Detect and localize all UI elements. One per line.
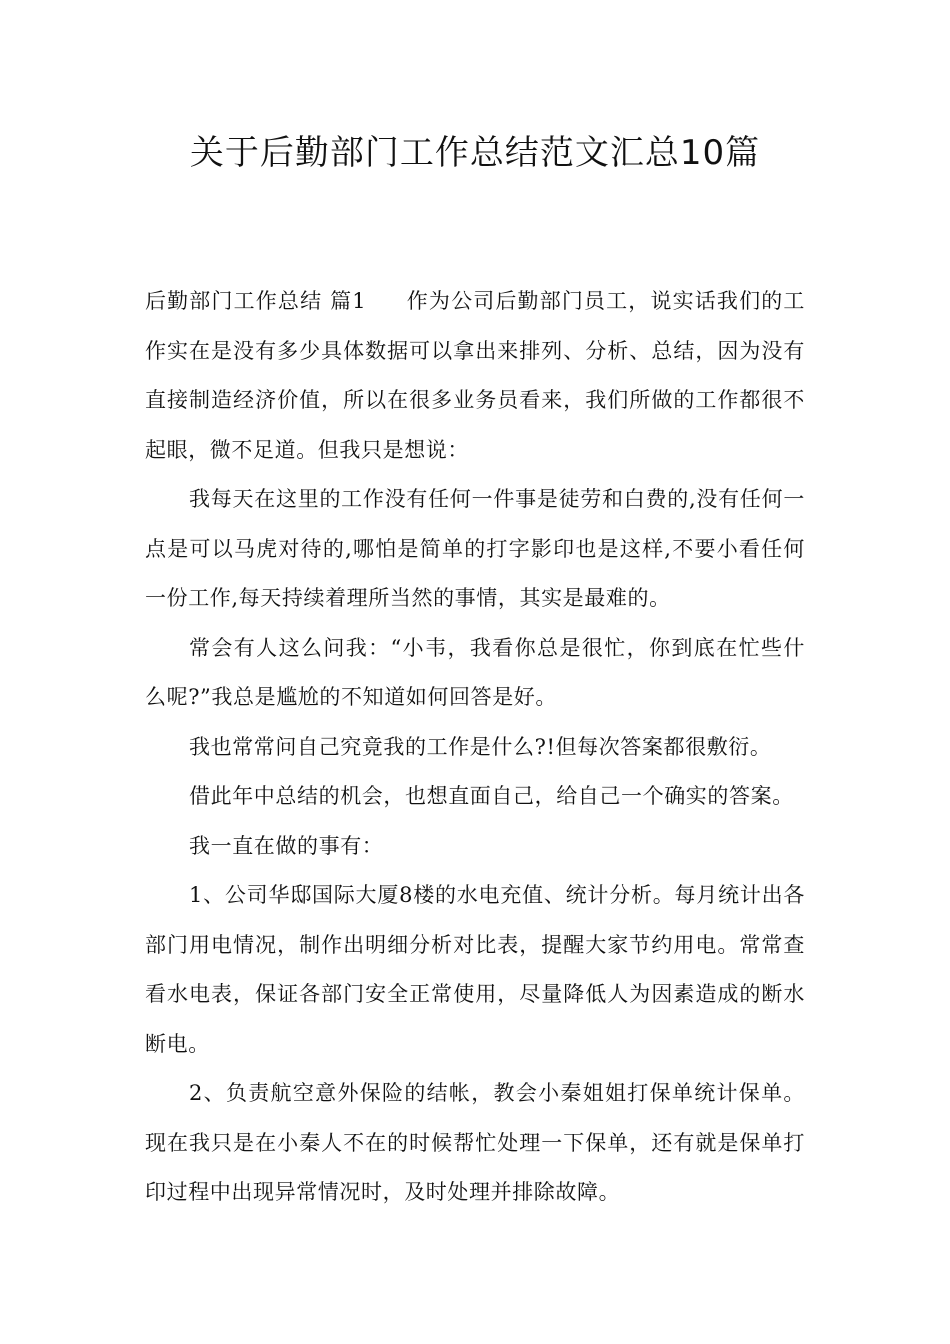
- document-title: 关于后勤部门工作总结范文汇总10篇: [189, 133, 761, 173]
- document-body: [145, 277, 805, 1218]
- paragraph-8: 2、负责航空意外保险的结帐，教会小秦姐姐打保单统计保单。现在我只是在小秦人不在的时候帮忙处理一下保单，还有就是保单打印过程中出现异常情况时，及时处理并排除故障。: [145, 1081, 805, 1204]
- paragraph-1-text: 作为公司后勤部门员工，说实话我们的工作实在是没有多少具体数据可以拿出来排列、分析、总结，因为没有直接制造经济价值，所以在很多业务员看来，我们所做的工作都很不起眼，微不足道。但我只是想说：: [145, 289, 805, 462]
- paragraph-7: 1、公司华邸国际大厦8楼的水电充值、统计分析。每月统计出各部门用电情况，制作出明细分析对比表，提醒大家节约用电。常常查看水电表，保证各部门安全正常使用，尽量降低人为因素造成的断水断电。: [145, 883, 805, 1056]
- paragraph-2: 我每天在这里的工作没有任何一件事是徒劳和白费的,没有任何一点是可以马虎对待的,哪怕是简单的打字影印也是这样,不要小看任何一份工作,每天持续着理所当然的事情，其实是最难的。: [145, 487, 805, 610]
- paragraph-1: [145, 277, 805, 475]
- paragraph-4: 我也常常问自己究竟我的工作是什么?!但每次答案都很敷衍。: [189, 734, 772, 759]
- section-label: 后勤部门工作总结 篇1: [145, 289, 367, 313]
- paragraph-5: 借此年中总结的机会，也想直面自己，给自己一个确实的答案。: [189, 784, 794, 808]
- paragraph-6: 我一直在做的事有：: [189, 833, 384, 858]
- paragraph-3: 常会有人这么问我：“小韦，我看你总是很忙，你到底在忙些什么呢?”我总是尴尬的不知道如何回答是好。: [145, 635, 805, 709]
